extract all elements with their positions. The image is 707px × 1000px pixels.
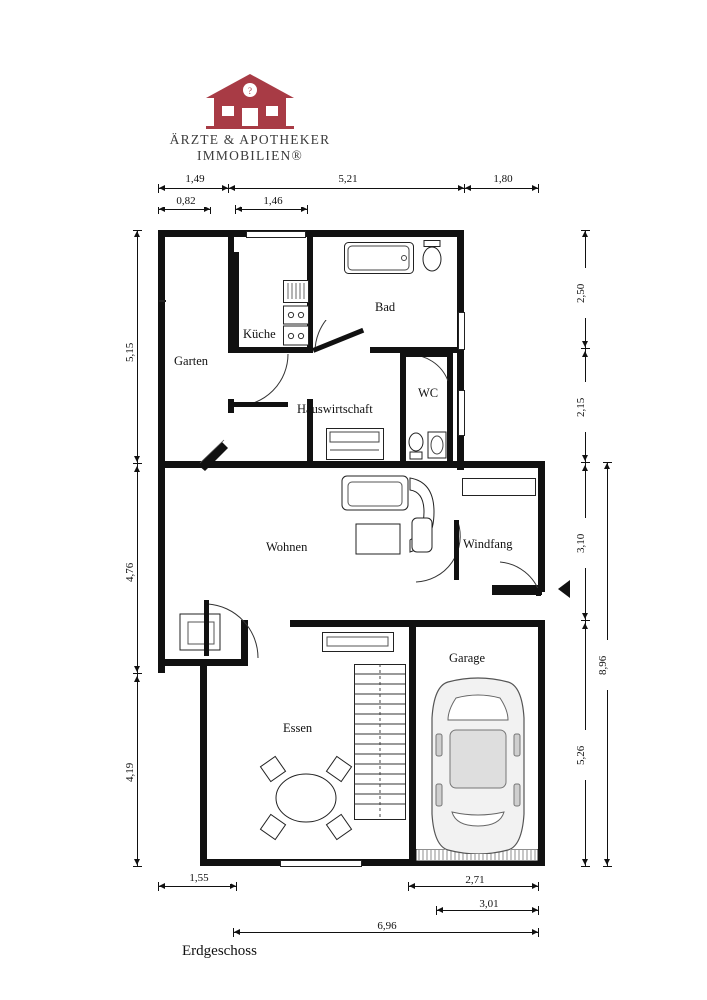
room-label-bad: Bad <box>375 300 396 314</box>
car-illustration <box>426 672 532 854</box>
dim-arrow <box>532 883 538 889</box>
dim-arrow <box>234 929 240 935</box>
dim-arrow <box>582 455 588 461</box>
dim-arrow <box>582 465 588 471</box>
dim-tick <box>538 906 539 915</box>
dim-tick <box>581 462 590 463</box>
house-icon <box>202 72 298 130</box>
wall-essen-left <box>200 666 207 866</box>
dim-arrow <box>437 907 443 913</box>
brand-logo <box>150 72 350 172</box>
dim-bottom-2-71: 2,71 <box>443 874 507 886</box>
dim-bottom-line-1 <box>158 886 236 887</box>
dim-top-1-80: 1,80 <box>471 173 535 185</box>
kitchen-counter-left <box>234 252 239 352</box>
window-garten-left <box>159 300 166 302</box>
room-label-kueche: Küche <box>243 327 276 341</box>
dim-bottom-line-3 <box>436 910 538 911</box>
dim-arrow <box>134 859 140 865</box>
dim-top-line-2a <box>158 209 210 210</box>
dim-tick <box>538 882 539 891</box>
wall-garten-bay <box>150 420 260 480</box>
dim-arrow <box>409 883 415 889</box>
door-wc <box>406 353 450 383</box>
dim-arrow <box>582 613 588 619</box>
dim-top-line-1 <box>158 188 538 189</box>
kitchen-units <box>283 280 309 346</box>
dining-set-furniture <box>258 752 354 844</box>
dim-arrow <box>465 185 471 191</box>
wall-essen-top <box>290 620 416 627</box>
window-bad-right <box>458 312 465 350</box>
door-essen <box>204 600 262 662</box>
toilet-bad-fixture <box>420 240 444 276</box>
dim-arrow <box>134 231 140 237</box>
door-wohnen-windfang <box>412 520 462 586</box>
dim-arrow <box>582 341 588 347</box>
laundry-units <box>326 428 384 460</box>
dim-arrow <box>532 185 538 191</box>
room-label-wohnen: Wohnen <box>266 540 308 554</box>
sideboard-furniture <box>322 632 394 652</box>
window-essen-bottom <box>280 860 362 867</box>
dim-bottom-6-96: 6,96 <box>355 920 419 932</box>
room-label-garage: Garage <box>449 651 486 665</box>
door-kueche <box>234 352 290 408</box>
dim-tick <box>581 620 590 621</box>
door-bad <box>313 320 369 354</box>
dim-left-4-19: 4,19 <box>124 745 136 799</box>
wall-windfang-top <box>457 461 545 468</box>
dim-top-1-46: 1,46 <box>241 195 305 207</box>
dim-top-5-21: 5,21 <box>316 173 380 185</box>
dim-bottom-1-55: 1,55 <box>167 872 231 884</box>
wall-top <box>158 230 464 237</box>
wall-left-lower <box>158 461 165 673</box>
dim-arrow <box>604 463 610 469</box>
windfang-shelf <box>462 478 536 496</box>
entrance-arrow-icon <box>556 578 576 600</box>
brand-line-1: ÄRZTE & APOTHEKER <box>169 132 331 147</box>
dim-left-line <box>137 230 138 866</box>
dim-left-5-15: 5,15 <box>124 325 136 379</box>
dim-tick <box>133 866 142 867</box>
dim-bottom-line-2 <box>408 886 538 887</box>
dim-arrow <box>604 859 610 865</box>
dim-tick <box>581 348 590 349</box>
dim-arrow <box>229 185 235 191</box>
dim-arrow <box>134 666 140 672</box>
door-entrance <box>492 560 544 600</box>
dim-tick <box>538 928 539 937</box>
room-label-hauswirtschaft: Hauswirtschaft <box>297 402 373 416</box>
dim-right-3-10: 3,10 <box>575 518 587 568</box>
window-wc-right <box>458 390 465 436</box>
dim-tick <box>307 205 308 214</box>
wc-fixtures <box>406 428 450 462</box>
dim-left-4-76: 4,76 <box>124 545 136 599</box>
dim-arrow <box>532 929 538 935</box>
dim-top-0-82: 0,82 <box>154 195 218 207</box>
dim-tick <box>603 866 612 867</box>
dim-tick <box>538 184 539 193</box>
dim-arrow <box>458 185 464 191</box>
dim-arrow <box>582 231 588 237</box>
wall-mid-horizontal <box>268 461 464 468</box>
dim-top-line-2b <box>235 209 307 210</box>
plan-caption: Erdgeschoss <box>182 943 257 959</box>
dim-arrow <box>134 466 140 472</box>
window-kitchen-top <box>246 231 306 238</box>
room-label-wc: WC <box>418 386 439 400</box>
dim-tick <box>133 673 142 674</box>
room-label-windfang: Windfang <box>463 537 513 551</box>
dim-tick <box>236 882 237 891</box>
dim-arrow <box>582 623 588 629</box>
dim-top-1-49: 1,49 <box>163 173 227 185</box>
dim-right-2-15: 2,15 <box>575 382 587 432</box>
dim-bottom-3-01: 3,01 <box>457 898 521 910</box>
dim-tick <box>581 866 590 867</box>
dim-arrow <box>582 351 588 357</box>
dim-arrow <box>134 456 140 462</box>
svg-text:?: ? <box>248 86 252 96</box>
dim-bottom-line-4 <box>233 932 538 933</box>
room-label-essen: Essen <box>283 721 313 735</box>
bathtub-fixture <box>344 242 414 274</box>
room-label-garten: Garten <box>174 354 209 368</box>
wall-garage-left <box>409 620 416 866</box>
wall-garage-top <box>409 620 545 627</box>
dim-arrow <box>159 883 165 889</box>
dim-arrow <box>532 907 538 913</box>
dim-arrow <box>159 185 165 191</box>
dim-right-8-96: 8,96 <box>597 640 609 690</box>
dim-arrow <box>222 185 228 191</box>
dim-right-2-50: 2,50 <box>575 268 587 318</box>
staircase <box>354 664 406 820</box>
dim-right-5-26: 5,26 <box>575 730 587 780</box>
brand-line-2: IMMOBILIEN® <box>197 148 303 163</box>
dim-arrow <box>582 859 588 865</box>
dim-arrow <box>134 676 140 682</box>
wall-garage-right <box>538 620 545 866</box>
dim-tick <box>133 463 142 464</box>
